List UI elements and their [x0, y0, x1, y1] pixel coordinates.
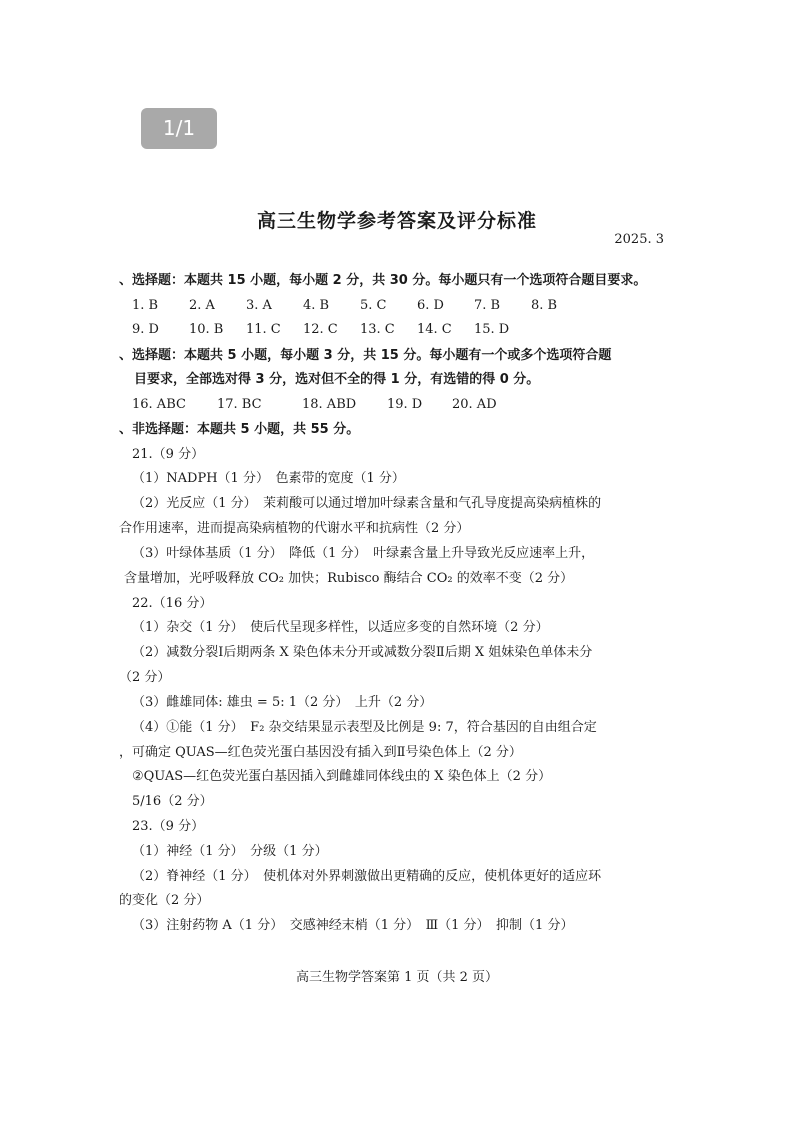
answer-item: 17. BC [217, 397, 262, 412]
answer-item: 8. B [531, 298, 558, 313]
answer-line: （4）①能（1 分） F₂ 杂交结果显示表型及比例是 9: 7，符合基因的自由组合定 [132, 720, 597, 735]
question-22-heading: 22.（16 分） [132, 596, 213, 611]
answer-item: 6. D [417, 298, 444, 313]
answer-item: 19. D [387, 397, 423, 412]
answer-line: （3）叶绿体基质（1 分） 降低（1 分） 叶绿素含量上升导致光反应速率上升， [132, 546, 595, 561]
section2-answers-row [132, 395, 512, 415]
date-label: 2025. 3 [614, 232, 664, 247]
section1-answers-row1 [132, 296, 571, 316]
answer-line: （2）减数分裂Ⅰ后期两条 X 染色体未分开或减数分裂Ⅱ后期 X 姐妹染色单体未分 [132, 645, 593, 660]
answer-item: 14. C [417, 322, 452, 337]
answer-line: （2 分） [119, 670, 171, 685]
answer-line: （1）神经（1 分） 分级（1 分） [132, 844, 328, 859]
answer-item: 12. C [303, 322, 338, 337]
section1-header: 、选择题：本题共 15 小题，每小题 2 分，共 30 分。每小题只有一个选项符合题目要求。 [119, 273, 647, 288]
answer-line: （2）光反应（1 分） 茉莉酸可以通过增加叶绿素含量和气孔导度提高染病植株的 [132, 496, 602, 511]
answer-line: （2）脊神经（1 分） 使机体对外界刺激做出更精确的反应，使机体更好的适应环 [132, 869, 602, 884]
answer-line: 5/16（2 分） [132, 794, 213, 809]
answer-item: 10. B [189, 322, 224, 337]
answer-line: （1）杂交（1 分） 使后代呈现多样性，以适应多变的自然环境（2 分） [132, 620, 549, 635]
section3-header: 、非选择题：本题共 5 小题，共 55 分。 [119, 422, 360, 437]
answer-line: ，可确定 QUAS—红色荧光蛋白基因没有插入到Ⅱ号染色体上（2 分） [119, 745, 522, 760]
answer-line: （3）注射药物 A（1 分） 交感神经末梢（1 分） Ⅲ（1 分） 抑制（1 分） [132, 918, 574, 933]
answer-line: 含量增加，光呼吸释放 CO₂ 加快；Rubisco 酶结合 CO₂ 的效率不变（2 分） [124, 571, 574, 586]
answer-line: 的变化（2 分） [119, 893, 210, 908]
answer-item: 5. C [360, 298, 387, 313]
answer-item: 13. C [360, 322, 395, 337]
page-title: 高三生物学参考答案及评分标准 [256, 210, 537, 232]
answer-item: 3. A [246, 298, 272, 313]
page-counter-badge: 1/1 [141, 108, 217, 149]
answer-item: 15. D [474, 322, 510, 337]
answer-item: 9. D [132, 322, 159, 337]
section1-answers-row2 [132, 320, 514, 340]
answer-item: 18. ABD [302, 397, 357, 412]
section2-header-line1: 、选择题：本题共 5 小题，每小题 3 分，共 15 分。每小题有一个或多个选项符合题 [119, 348, 612, 363]
question-21-heading: 21.（9 分） [132, 447, 205, 462]
answer-line: ②QUAS—红色荧光蛋白基因插入到雌雄同体线虫的 X 染色体上（2 分） [132, 769, 552, 784]
answer-line: （3）雌雄同体: 雄虫 = 5: 1（2 分） 上升（2 分） [132, 695, 433, 710]
answer-item: 11. C [246, 322, 281, 337]
page-footer: 高三生物学答案第 1 页（共 2 页） [295, 970, 499, 985]
section2-header-line2: 目要求，全部选对得 3 分，选对但不全的得 1 分，有选错的得 0 分。 [134, 372, 540, 387]
answer-item: 1. B [132, 298, 159, 313]
answer-item: 7. B [474, 298, 501, 313]
answer-line: 合作用速率，进而提高染病植物的代谢水平和抗病性（2 分） [119, 521, 470, 536]
answer-item: 4. B [303, 298, 330, 313]
answer-line: （1）NADPH（1 分） 色素带的宽度（1 分） [132, 471, 405, 486]
question-23-heading: 23.（9 分） [132, 819, 205, 834]
answer-item: 20. AD [452, 397, 497, 412]
answer-item: 2. A [189, 298, 215, 313]
answer-item: 16. ABC [132, 397, 186, 412]
